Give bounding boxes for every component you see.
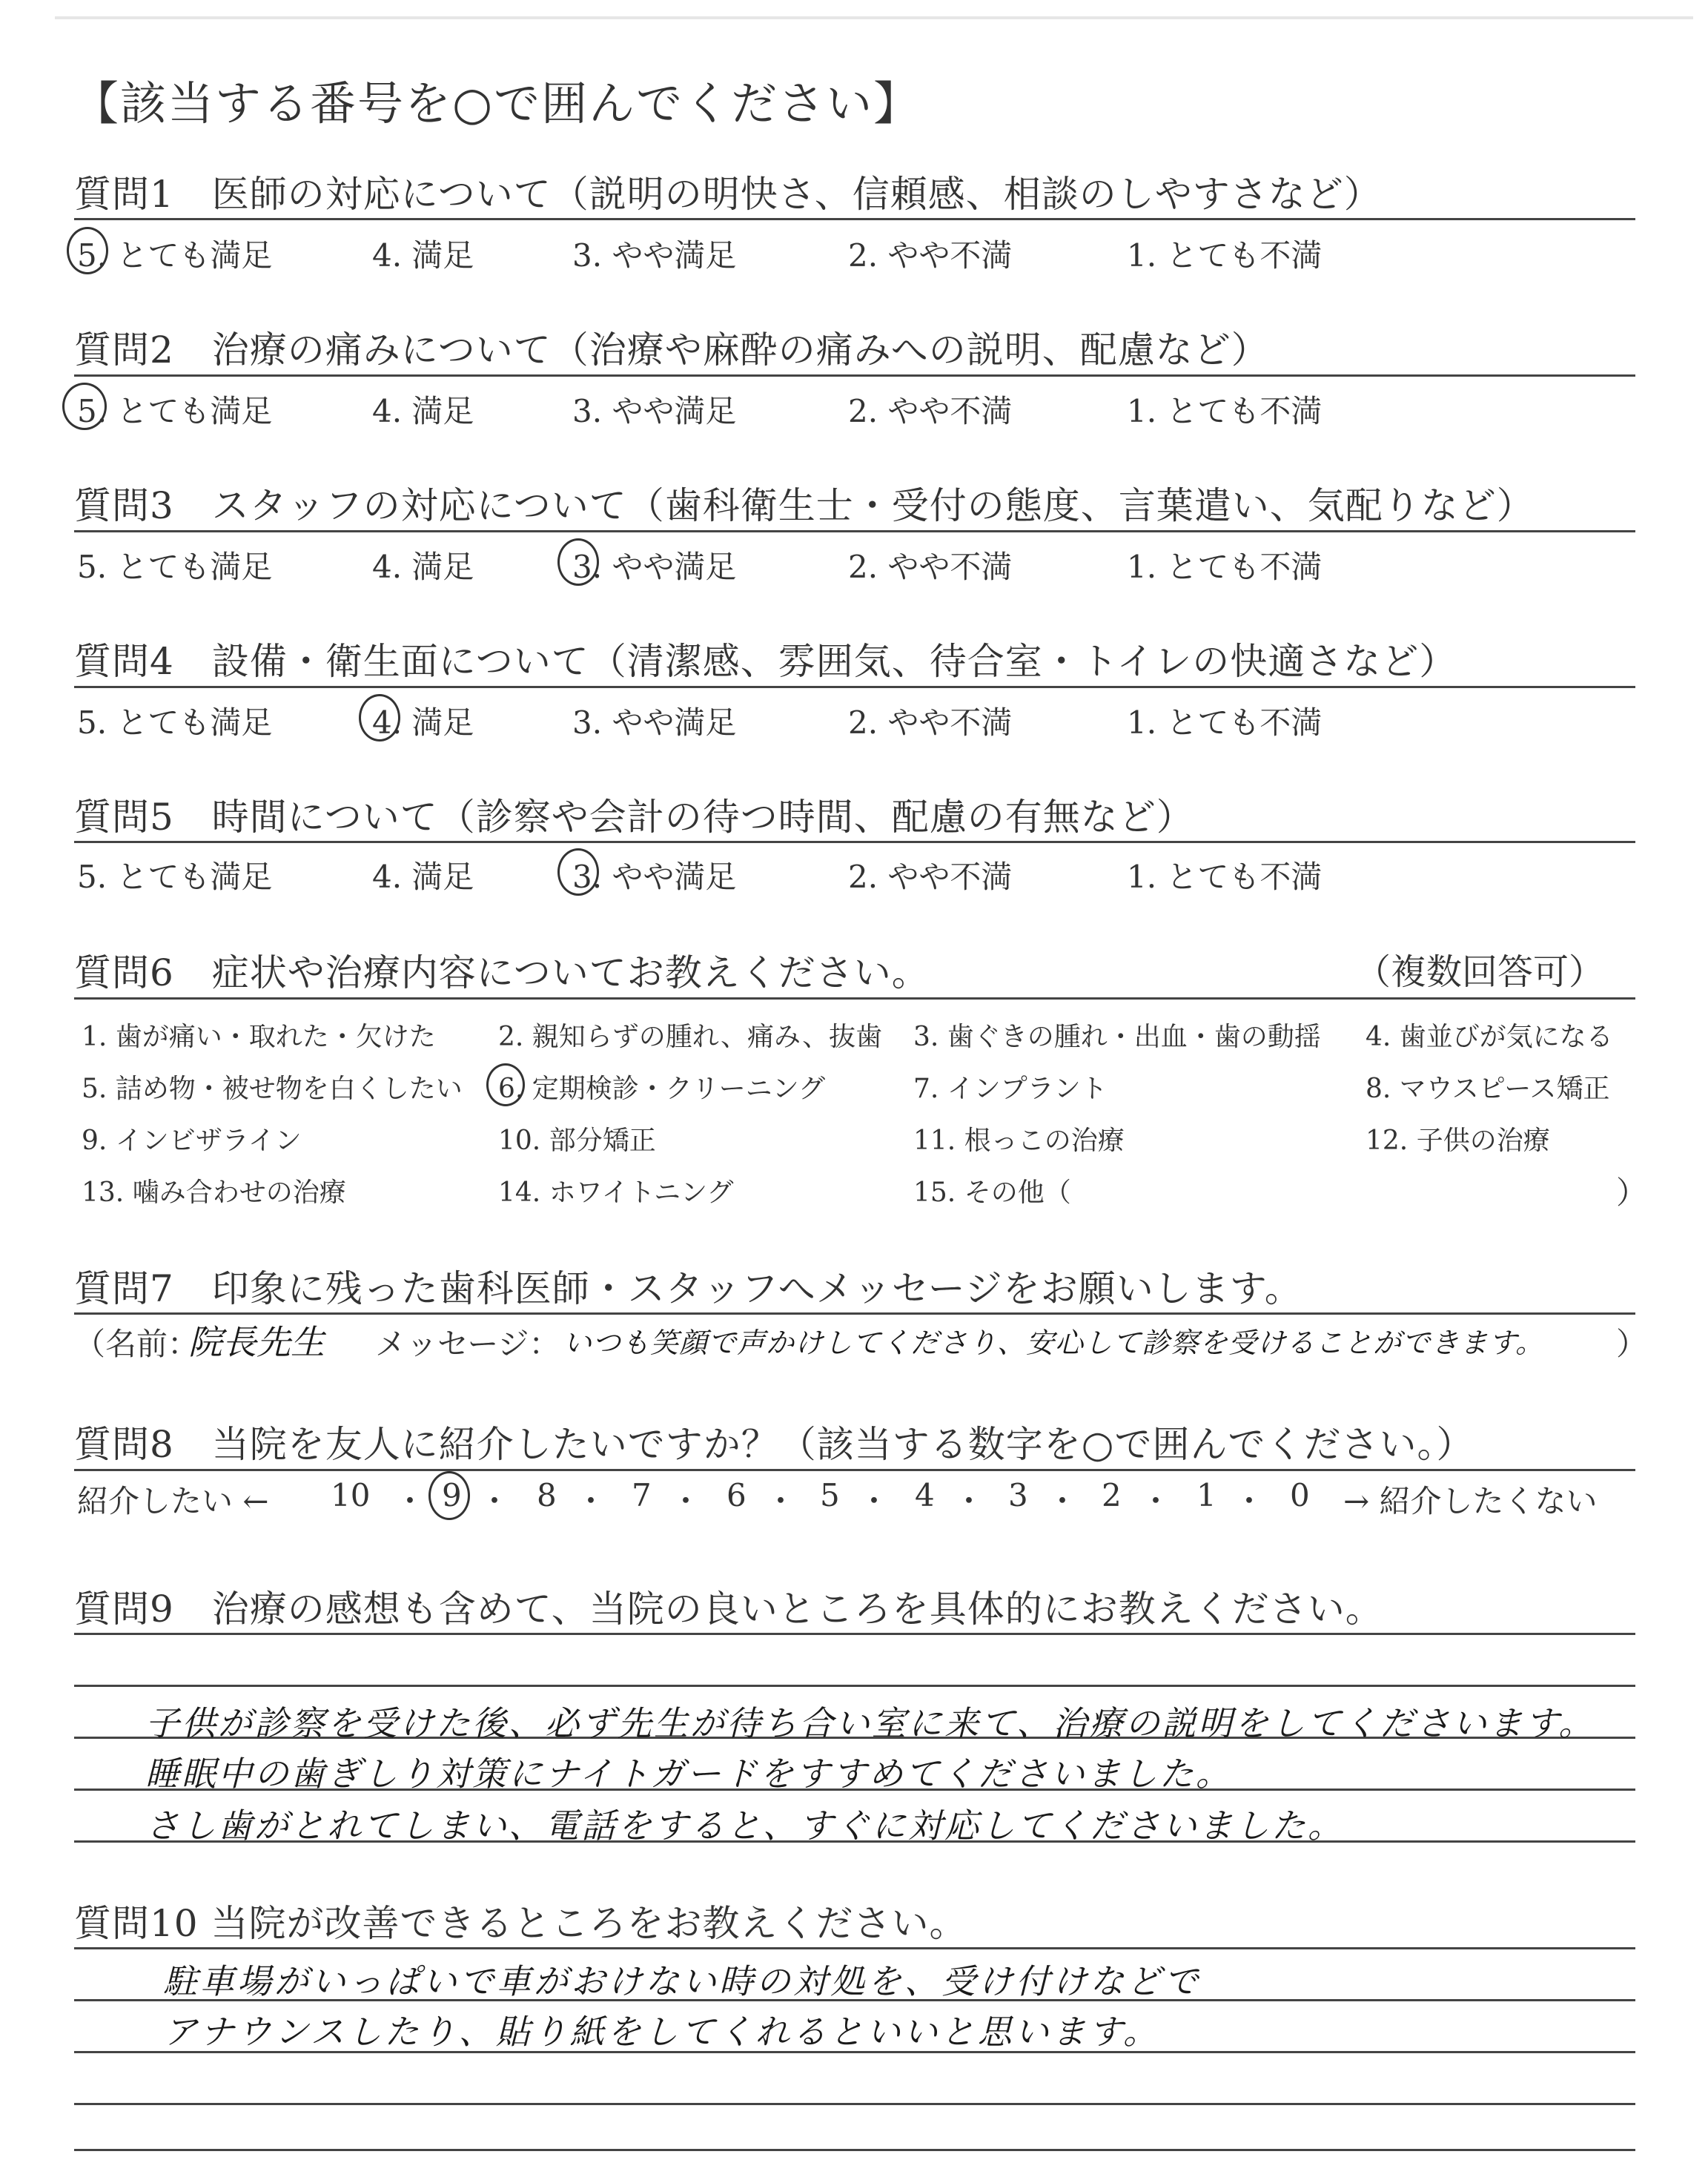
page-title: 【該当する番号を○で囲んでください】	[73, 76, 921, 131]
symptom-option[interactable]: 2. 親知らずの腫れ、痛み、抜歯	[498, 1022, 883, 1052]
answer-line	[74, 1685, 1635, 1687]
q4-option-5[interactable]: 5. とても満足	[77, 704, 273, 741]
question-10-heading: 質問10 当院が改善できるところをお教えください。	[74, 1902, 967, 1945]
symptom-option[interactable]: 3. 歯ぐきの腫れ・出血・歯の動揺	[913, 1022, 1321, 1052]
answer-circle	[486, 1063, 525, 1106]
divider	[74, 1469, 1635, 1471]
divider	[74, 1947, 1635, 1949]
scale-dot: ・	[1047, 1483, 1079, 1519]
answer-circle	[359, 694, 400, 742]
divider	[74, 530, 1635, 532]
symptom-option[interactable]: 11. 根っこの治療	[913, 1126, 1125, 1156]
scale-0[interactable]: 0	[1290, 1477, 1310, 1513]
divider	[74, 1312, 1635, 1315]
question-8-heading: 質問8 当院を友人に紹介したいですか？（該当する数字を○で囲んでください。）	[74, 1423, 1474, 1466]
q4-option-3[interactable]: 3. やや満足	[572, 704, 737, 741]
q1-option-3[interactable]: 3. やや満足	[572, 237, 737, 274]
question-1-heading: 質問1 医師の対応について（説明の明快さ、信頼感、相談のしやすさなど）	[74, 173, 1382, 216]
scale-dot: ・	[953, 1483, 985, 1519]
q4-option-4[interactable]: 4. 満足	[372, 704, 474, 741]
q5-option-5[interactable]: 5. とても満足	[77, 859, 273, 895]
q1-option-5[interactable]: 5. とても満足	[77, 237, 273, 274]
question-7-heading: 質問7 印象に残った歯科医師・スタッフへメッセージをお願いします。	[74, 1267, 1302, 1310]
symptom-option[interactable]: 14. ホワイトニング	[498, 1178, 734, 1208]
message-label: メッセージ：	[375, 1326, 560, 1362]
q3-option-5[interactable]: 5. とても満足	[77, 549, 273, 585]
message-value[interactable]: いつも笑顔で声かけしてくださり、安心して診察を受けることができます。	[563, 1327, 1544, 1359]
scale-dot: ・	[765, 1483, 797, 1519]
q1-option-2[interactable]: 2. やや不満	[848, 237, 1013, 274]
q2-option-2[interactable]: 2. やや不満	[848, 393, 1013, 429]
question-3-heading: 質問3 スタッフの対応について（歯科衛生士・受付の態度、言葉遣い、気配りなど）	[74, 484, 1535, 527]
symptom-option[interactable]: 1. 歯が痛い・取れた・欠けた	[82, 1022, 436, 1052]
q5-option-3[interactable]: 3. やや満足	[572, 859, 737, 895]
name-value[interactable]: 院長先生	[188, 1322, 325, 1362]
symptom-option[interactable]: 12. 子供の治療	[1366, 1126, 1550, 1156]
question-4-heading: 質問4 設備・衛生面について（清潔感、雰囲気、待合室・トイレの快適さなど）	[74, 640, 1457, 683]
q2-option-1[interactable]: 1. とても不満	[1127, 393, 1323, 429]
question-6-note: （複数回答可）	[1354, 951, 1604, 993]
divider	[74, 374, 1635, 377]
scale-dot: ・	[575, 1483, 607, 1519]
q4-option-2[interactable]: 2. やや不満	[848, 704, 1013, 741]
symptom-option[interactable]: 4. 歯並びが気になる	[1366, 1022, 1613, 1052]
symptom-option[interactable]: 13. 噛み合わせの治療	[82, 1178, 346, 1208]
answer-line	[74, 2149, 1635, 2151]
scale-dot: ・	[479, 1483, 511, 1519]
recommend-left-label: 紹介したい ←	[77, 1483, 269, 1519]
scale-dot: ・	[1234, 1483, 1265, 1519]
scale-dot: ・	[1140, 1483, 1172, 1519]
q3-option-4[interactable]: 4. 満足	[372, 549, 474, 585]
q2-option-4[interactable]: 4. 満足	[372, 393, 474, 429]
top-border	[55, 16, 1693, 19]
q5-option-1[interactable]: 1. とても不満	[1127, 859, 1323, 895]
q3-option-1[interactable]: 1. とても不満	[1127, 549, 1323, 585]
answer-circle	[428, 1471, 470, 1520]
symptom-option[interactable]: 9. インビザライン	[82, 1126, 302, 1156]
divider	[74, 1633, 1635, 1635]
answer-circle	[557, 538, 599, 586]
question-5-heading: 質問5 時間について（診察や会計の待つ時間、配慮の有無など）	[74, 796, 1194, 839]
question-9-heading: 質問9 治療の感想も含めて、当院の良いところを具体的にお教えください。	[74, 1588, 1383, 1631]
q3-option-2[interactable]: 2. やや不満	[848, 549, 1013, 585]
symptom-option[interactable]: 5. 詰め物・被せ物を白くしたい	[82, 1074, 463, 1104]
q5-option-4[interactable]: 4. 満足	[372, 859, 474, 895]
divider	[74, 218, 1635, 220]
answer-line	[74, 2103, 1635, 2105]
question-2-heading: 質問2 治療の痛みについて（治療や麻酔の痛みへの説明、配慮など）	[74, 328, 1269, 371]
question-6-heading: 質問6 症状や治療内容についてお教えください。	[74, 951, 930, 994]
name-label: （名前：	[74, 1326, 199, 1362]
scale-5[interactable]: 5	[820, 1477, 840, 1513]
answer-circle	[62, 383, 107, 430]
answer-text[interactable]: 子供が診察を受けた後、必ず先生が待ち合い室に来て、治療の説明をしてくださいます。	[145, 1703, 1595, 1743]
symptom-option-other[interactable]: 15. その他（	[913, 1178, 1071, 1208]
scale-dot: ・	[394, 1483, 426, 1519]
scale-7[interactable]: 7	[632, 1477, 652, 1513]
answer-circle	[67, 227, 108, 274]
divider	[74, 841, 1635, 843]
answer-text[interactable]: アナウンスしたり、貼り紙をしてくれるといいと思います。	[163, 2012, 1160, 2052]
scale-dot: ・	[670, 1483, 702, 1519]
close-paren: ）	[1616, 1326, 1648, 1362]
scale-8[interactable]: 8	[537, 1477, 557, 1513]
q2-option-5[interactable]: 5. とても満足	[77, 393, 273, 429]
symptom-option[interactable]: 10. 部分矯正	[498, 1126, 656, 1156]
symptom-option[interactable]: 7. インプラント	[913, 1074, 1108, 1104]
q1-option-4[interactable]: 4. 満足	[372, 237, 474, 274]
scale-1[interactable]: 1	[1196, 1477, 1217, 1513]
symptom-option[interactable]: 6. 定期検診・クリーニング	[498, 1074, 826, 1104]
scale-dot: ・	[858, 1483, 890, 1519]
scale-9[interactable]: 9	[442, 1477, 462, 1513]
q5-option-2[interactable]: 2. やや不満	[848, 859, 1013, 895]
divider	[74, 686, 1635, 688]
scale-2[interactable]: 2	[1102, 1477, 1122, 1513]
close-paren: ）	[1616, 1175, 1648, 1211]
answer-circle	[557, 848, 599, 896]
answer-text[interactable]: 睡眠中の歯ぎしり対策にナイトガードをすすめてくださいました。	[145, 1754, 1232, 1794]
scale-10[interactable]: 10	[331, 1477, 371, 1513]
q2-option-3[interactable]: 3. やや満足	[572, 393, 737, 429]
scale-4[interactable]: 4	[915, 1477, 935, 1513]
scale-6[interactable]: 6	[726, 1477, 747, 1513]
recommend-right-label: → 紹介したくない	[1343, 1483, 1598, 1519]
answer-text[interactable]: さし歯がとれてしまい、電話をすると、すぐに対応してくださいました。	[145, 1806, 1344, 1846]
answer-text[interactable]: 駐車場がいっぱいで車がおけない時の対処を、受け付けなどで	[163, 1961, 1201, 2001]
symptom-option[interactable]: 8. マウスピース矯正	[1366, 1074, 1610, 1104]
q4-option-1[interactable]: 1. とても不満	[1127, 704, 1323, 741]
q3-option-3[interactable]: 3. やや満足	[572, 549, 737, 585]
divider	[74, 997, 1635, 1000]
scale-3[interactable]: 3	[1008, 1477, 1028, 1513]
q1-option-1[interactable]: 1. とても不満	[1127, 237, 1323, 274]
